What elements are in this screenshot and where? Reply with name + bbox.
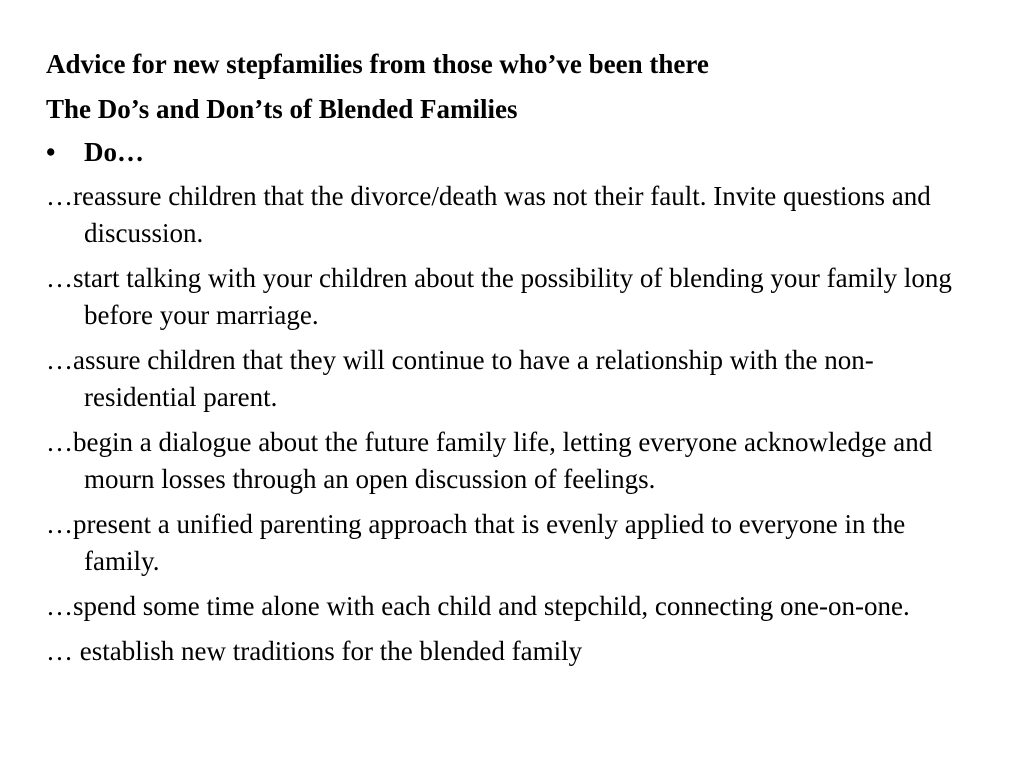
list-item: … establish new traditions for the blended family <box>46 636 583 666</box>
bullet-icon: • <box>46 137 56 167</box>
list-item: …reassure children that the divorce/death was not their fault. Invite questions and discussion. <box>46 181 931 248</box>
list-item: …spend some time alone with each child and stepchild, connecting one-on-one. <box>46 591 910 621</box>
do-label: Do… <box>84 137 144 167</box>
list-item: …assure children that they will continue to have a relationship with the non-residential parent. <box>46 345 874 412</box>
slide-heading-advice: Advice for new stepfamilies from those who’ve been there <box>46 49 709 79</box>
list-item: …start talking with your children about the possibility of blending your family long before your marriage. <box>46 263 952 330</box>
do-bullet <box>46 135 986 169</box>
slide-content <box>46 47 986 678</box>
slide-heading-dos-donts: The Do’s and Don’ts of Blended Families <box>46 94 518 124</box>
list-item: …begin a dialogue about the future family life, letting everyone acknowledge and mourn losses through an open discussion of feelings. <box>46 427 933 494</box>
list-item: …present a unified parenting approach that is evenly applied to everyone in the family. <box>46 509 906 576</box>
do-list <box>46 178 986 670</box>
